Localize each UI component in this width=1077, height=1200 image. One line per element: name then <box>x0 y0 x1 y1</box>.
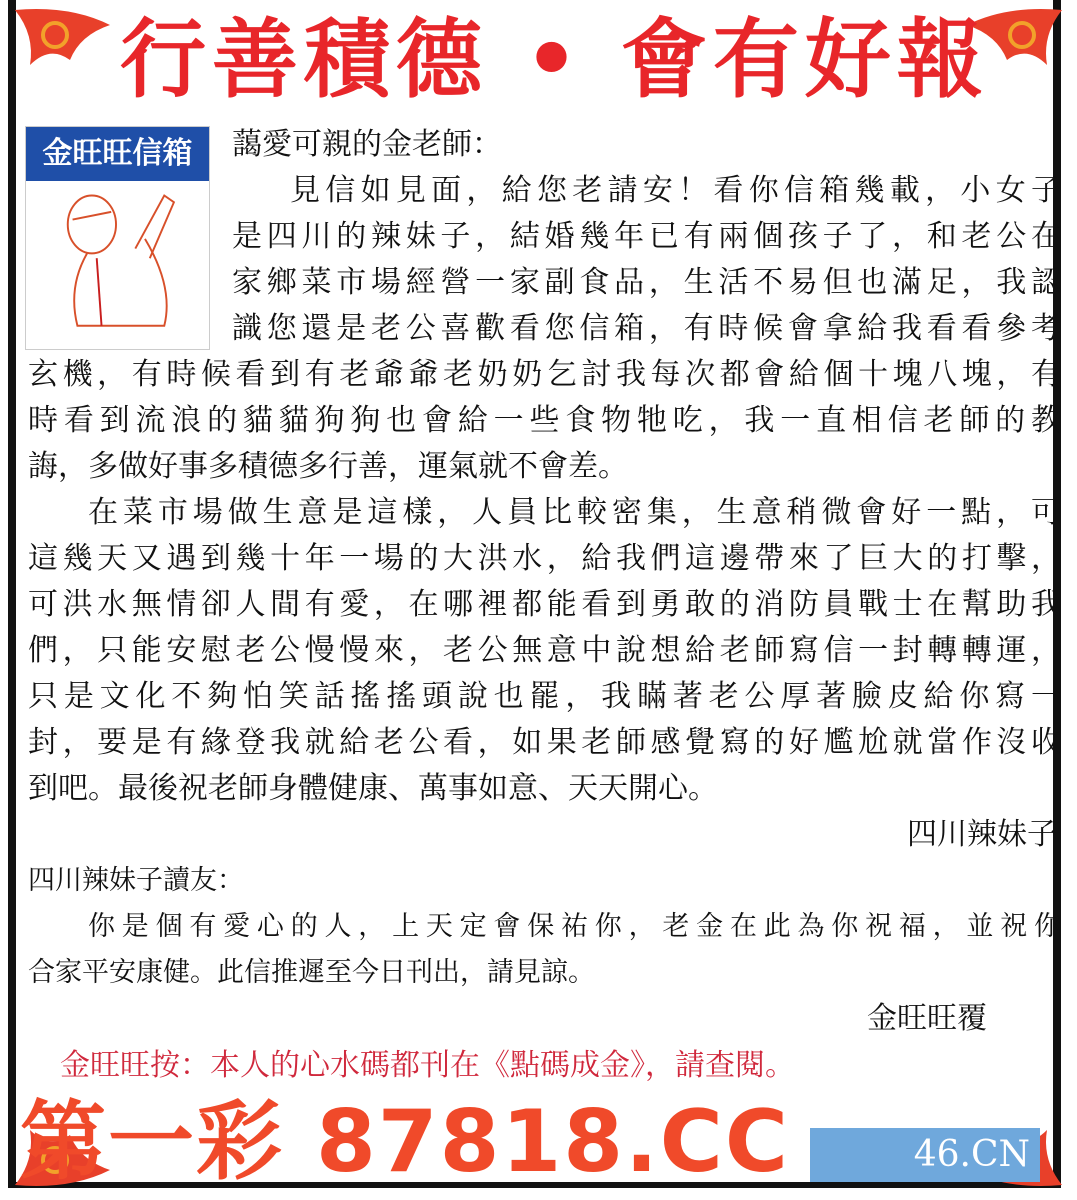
letter-line: 家鄉菜市場經營一家副食品，生活不易但也滿足，我認 <box>232 265 1061 300</box>
column-logo <box>25 126 210 350</box>
letter-line: 見信如見面，給您老請安！看你信箱幾載，小女子 <box>290 173 1061 208</box>
letter-line: 時看到流浪的貓貓狗狗也會給一些食物牠吃，我一直相信老師的教 <box>28 403 1061 438</box>
letter-line: 這幾天又遇到幾十年一場的大洪水，給我們這邊帶來了巨大的打擊， <box>28 541 1061 576</box>
reply-line: 合家平安康健。此信推遲至今日刊出，請見諒。 <box>28 957 595 988</box>
letter-line: 識您還是老公喜歡看您信箱，有時候會拿給我看看參考 <box>232 311 1061 346</box>
letter-line: 可洪水無情卻人間有愛，在哪裡都能看到勇敢的消防員戰士在幫助我 <box>28 587 1061 622</box>
footer-note: 金旺旺按：本人的心水碼都刊在《點碼成金》，請查閱。 <box>60 1048 795 1083</box>
page-title: 行善積德 • 會有好報 <box>120 10 989 110</box>
letter-line: 們，只能安慰老公慢慢來，老公無意中說想給老師寫信一封轉轉運， <box>28 633 1061 668</box>
letter-line: 誨，多做好事多積德多行善，運氣就不會差。 <box>28 449 628 484</box>
reply-line: 你是個有愛心的人，上天定會保祐你，老金在此為你祝福，並祝你 <box>88 911 1061 942</box>
watermark-main: 第一彩 87818.CC <box>20 1092 791 1192</box>
letter-signature: 四川辣妹子 <box>907 817 1057 852</box>
watermark-secondary: 46.CN <box>810 1128 1040 1182</box>
letter-line: 到吧。最後祝老師身體健康、萬事如意、天天開心。 <box>28 771 718 806</box>
letter-line: 是四川的辣妹子，結婚幾年已有兩個孩子了，和老公在 <box>232 219 1061 254</box>
reply-signature: 金旺旺覆 <box>867 1001 987 1036</box>
letter-line: 玄機，有時候看到有老爺爺老奶奶乞討我每次都會給個十塊八塊，有 <box>28 357 1061 392</box>
reply-greeting: 四川辣妹子讀友： <box>28 865 244 896</box>
letter-line: 只是文化不夠怕笑話搖搖頭說也罷，我瞞著老公厚著臉皮給你寫一 <box>28 679 1061 714</box>
writer-sketch-icon <box>26 181 207 347</box>
letter-line: 在菜市場做生意是這樣，人員比較密集，生意稍微會好一點，可 <box>88 495 1061 530</box>
ornament-top-left-icon <box>10 5 120 100</box>
letter-salutation: 藹愛可親的金老師： <box>232 127 502 162</box>
letter-line: 封，要是有緣登我就給老公看，如果老師感覺寫的好尷尬就當作沒收 <box>28 725 1061 760</box>
column-logo-label: 金旺旺信箱 <box>26 127 209 181</box>
